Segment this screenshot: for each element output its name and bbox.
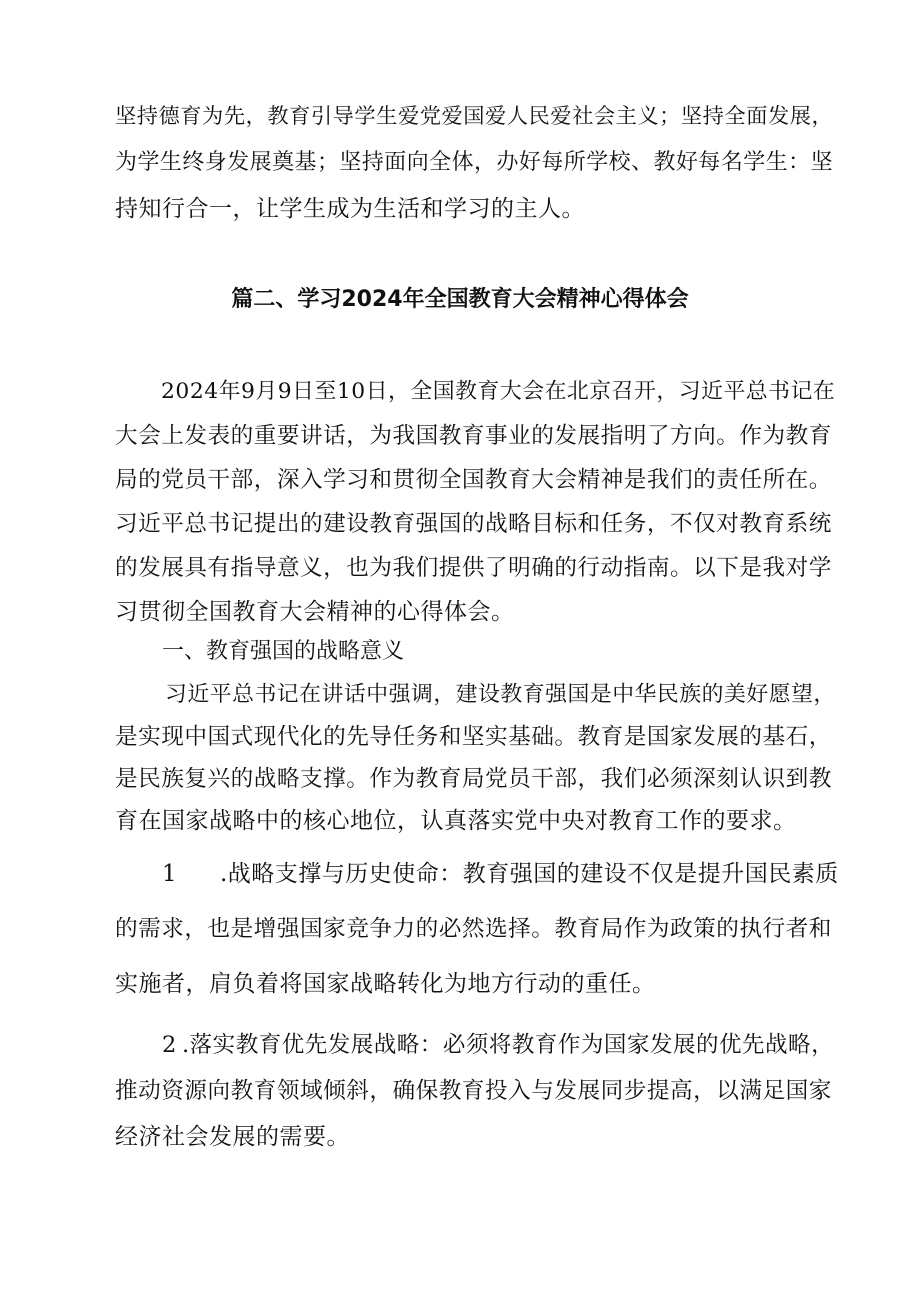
list-item-1-line-2: 的需求，也是增强国家竞争力的必然选择。教育局作为政策的执行者和 <box>115 916 832 942</box>
list-item-2 <box>115 1028 840 1154</box>
section-1-title: 一、教育强国的战略意义 <box>162 639 405 664</box>
list-item-2-number: 2 <box>162 1032 177 1058</box>
list-item-2-text: .落实教育优先发展战略：必须将教育作为国家发展的优先战略， <box>182 1032 835 1058</box>
intro-line-2: 为学生终身发展奠基；坚持面向全体，办好每所学校、教好每名学生：坚 <box>115 150 834 175</box>
paragraph-1-line-5: 的发展具有指导意义，也为我们提供了明确的行动指南。以下是我对学 <box>115 555 832 581</box>
paragraph-2-line-4: 育在国家战略中的核心地位，认真落实党中央对教育工作的要求。 <box>115 808 797 834</box>
list-item-1-line-3: 实施者，肩负着将国家战略转化为地方行动的重任。 <box>115 971 656 997</box>
list-item-1-number: 1 <box>162 861 178 887</box>
list-item-1 <box>115 857 840 1001</box>
intro-paragraph <box>115 100 840 226</box>
paragraph-2-line-2: 是实现中国式现代化的先导任务和坚实基础。教育是国家发展的基石， <box>115 724 832 750</box>
intro-line-1: 坚持德育为先，教育引导学生爱党爱国爱人民爱社会主义；坚持全面发展， <box>115 104 834 129</box>
paragraph-1-line-1: 2024年9月9日至10日，全国教育大会在北京召开，习近平总书记在 <box>161 379 836 404</box>
list-item-2-line-3: 经济社会发展的需要。 <box>115 1124 350 1150</box>
list-item-1-text: .战略支撑与历史使命：教育强国的建设不仅是提升国民素质 <box>220 861 839 887</box>
list-item-2-first-line <box>115 1028 840 1062</box>
paragraph-2-line-1: 习近平总书记在讲话中强调，建设教育强国是中华民族的美好愿望， <box>165 682 836 707</box>
paragraph-2-line-3: 是民族复兴的战略支撑。作为教育局党员干部，我们必须深刻认识到教 <box>115 766 832 792</box>
list-item-1-first-line <box>115 857 840 891</box>
paragraph-2 <box>115 678 840 838</box>
paragraph-1-line-3: 局的党员干部，深入学习和贯彻全国教育大会精神是我们的责任所在。 <box>115 467 832 493</box>
paragraph-1 <box>115 375 840 629</box>
paragraph-1-line-6: 习贯彻全国教育大会精神的心得体会。 <box>115 599 515 625</box>
list-item-2-line-2: 推动资源向教育领域倾斜，确保教育投入与发展同步提高，以满足国家 <box>115 1078 832 1104</box>
paragraph-1-line-4: 习近平总书记提出的建设教育强国的战略目标和任务，不仅对教育系统 <box>115 511 832 537</box>
intro-line-3: 持知行合一，让学生成为生活和学习的主人。 <box>115 196 585 222</box>
article-title: 篇二、学习2024年全国教育大会精神心得体会 <box>231 287 689 312</box>
paragraph-1-line-2: 大会上发表的重要讲话，为我国教育事业的发展指明了方向。作为教育 <box>115 423 832 449</box>
